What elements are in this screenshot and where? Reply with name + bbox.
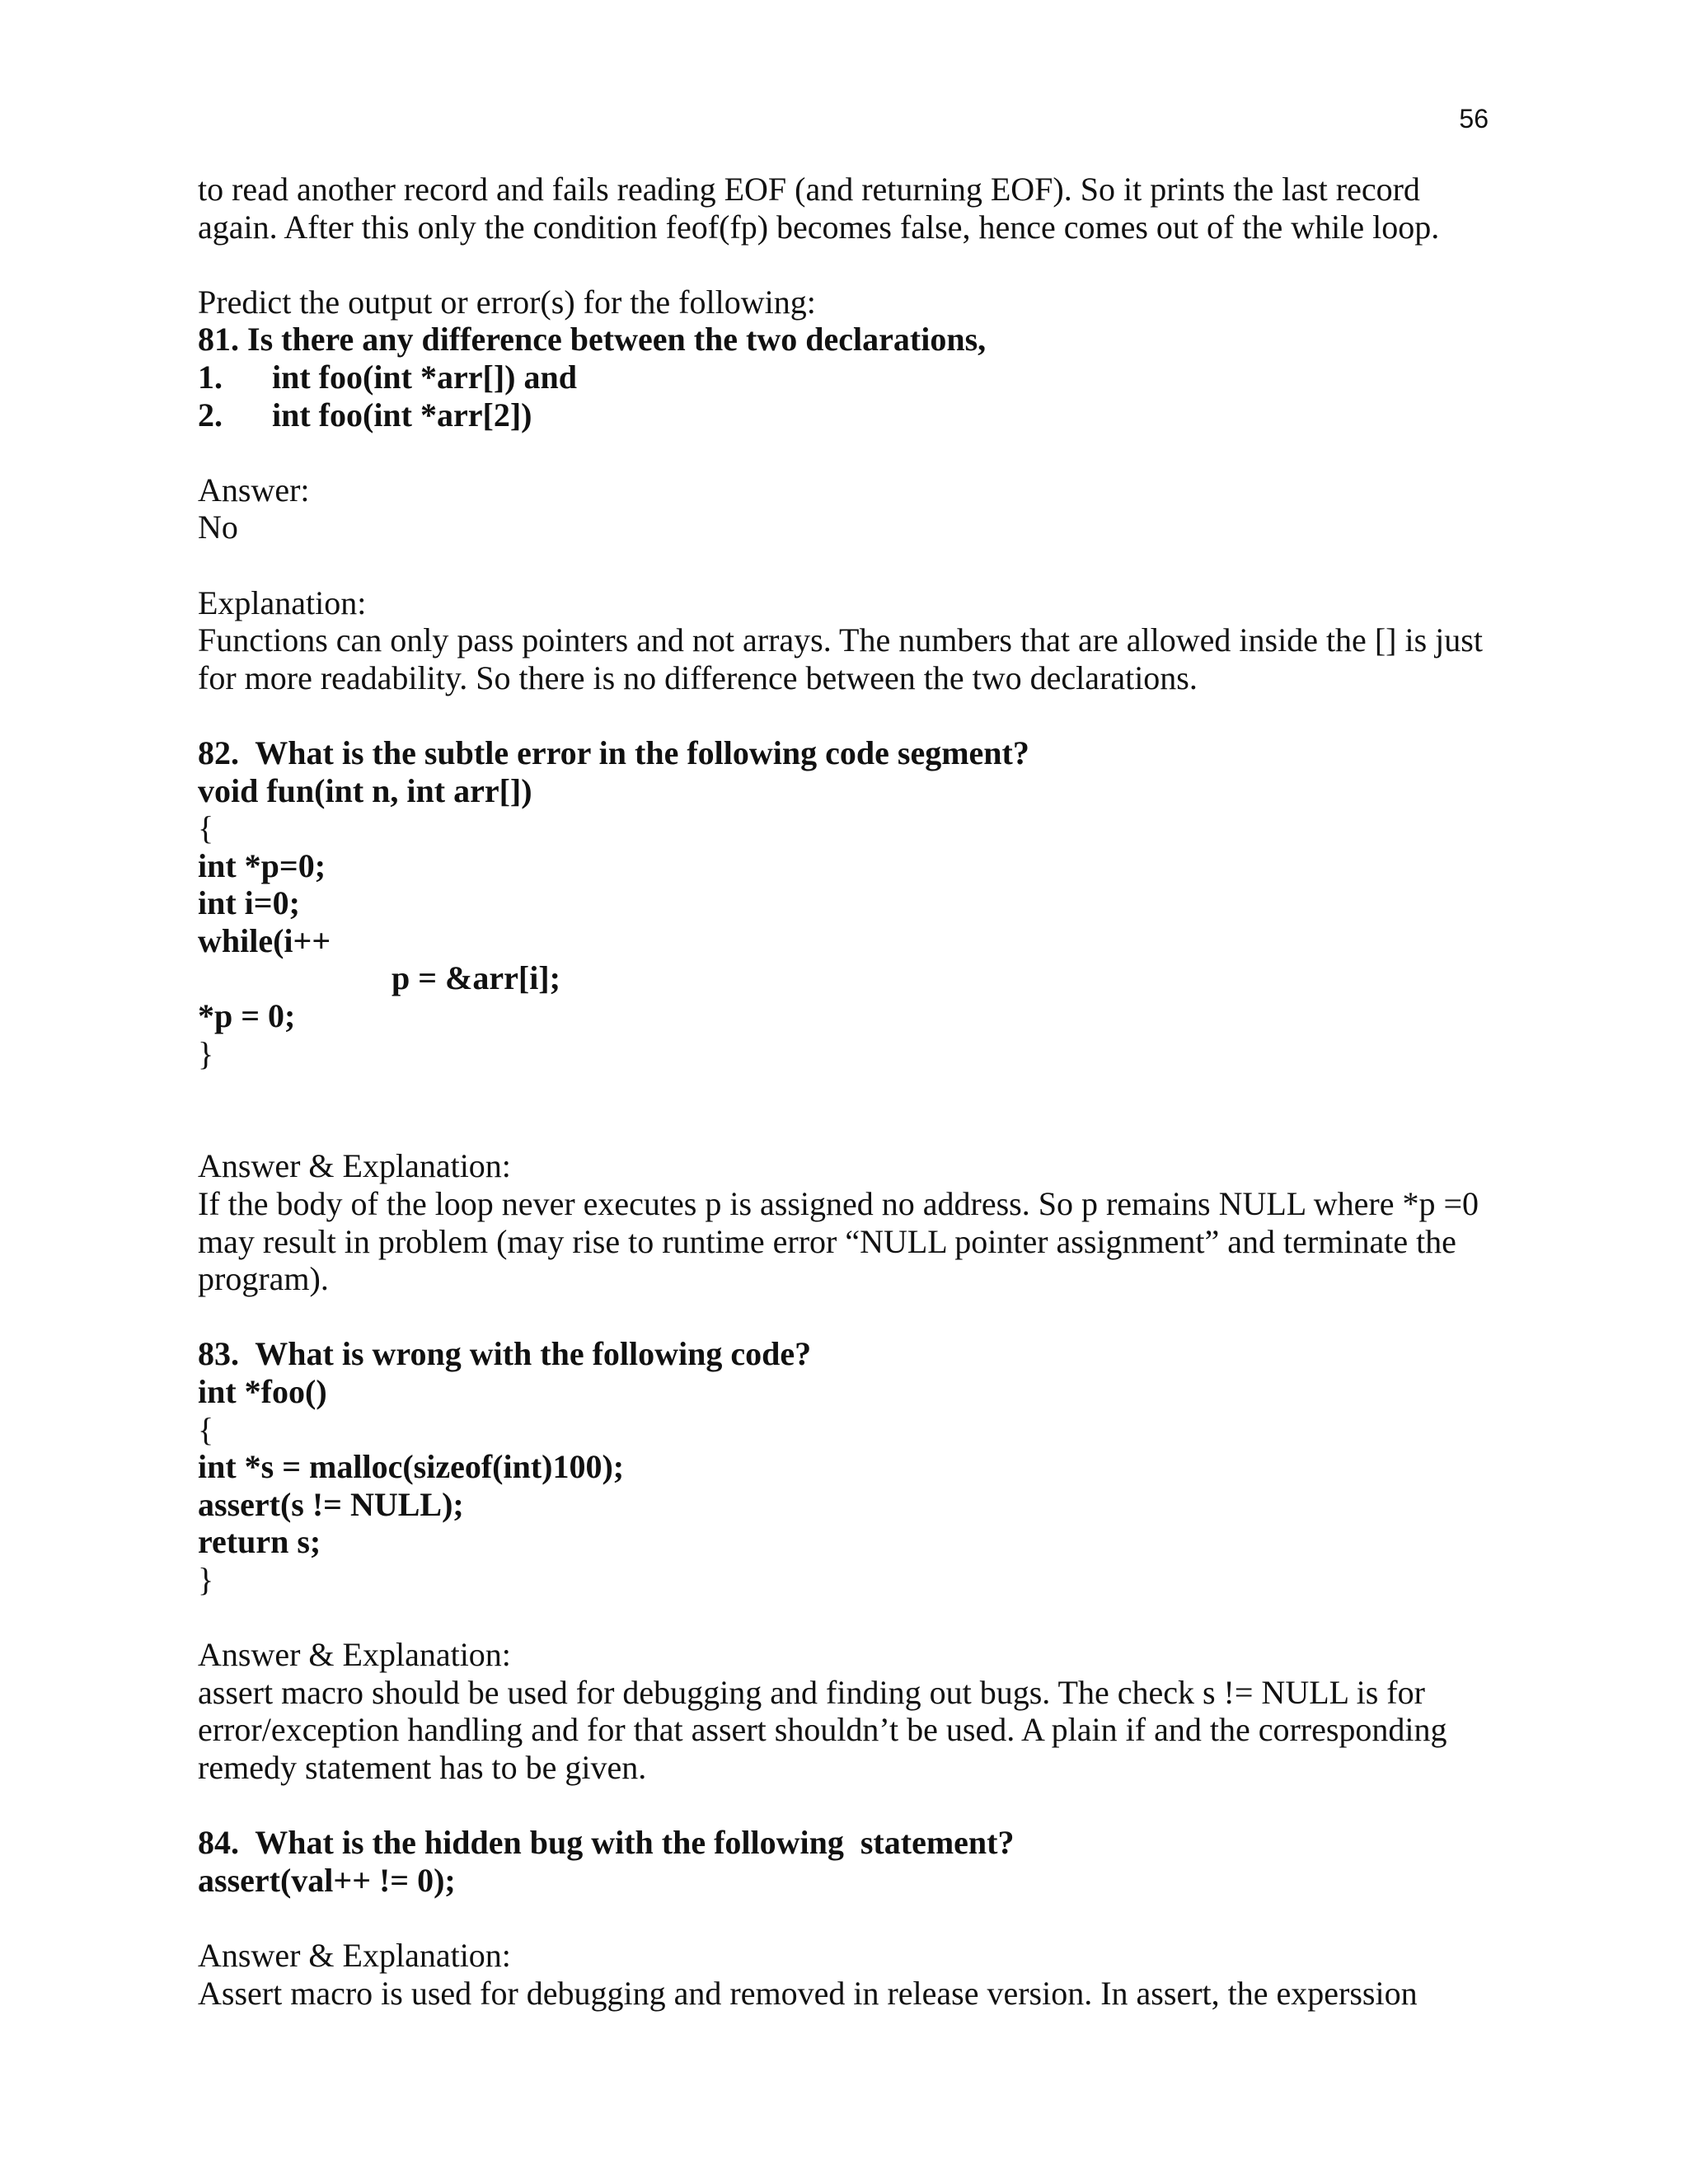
code-line: p = &arr[i]; (392, 959, 560, 997)
code-line: int *s = malloc(sizeof(int)100); (198, 1448, 625, 1486)
answer-line-1: assert macro should be used for debugging and finding out bugs. The check s != NULL is for (198, 1673, 1425, 1711)
answer-line-1: Assert macro is used for debugging and removed in release version. In assert, the experssion (198, 1974, 1418, 2012)
question-83-title: 83. What is wrong with the following code? (198, 1335, 812, 1373)
answer-line-3: remedy statement has to be given. (198, 1748, 647, 1786)
code-line: while(i++ (198, 921, 331, 959)
answer-line-2: may result in problem (may rise to runtime error “NULL pointer assignment” and terminate the (198, 1222, 1456, 1260)
item-text: int foo(int *arr[2]) (272, 396, 532, 434)
answer-label: Answer: (198, 471, 310, 509)
answer-label: Answer & Explanation: (198, 1936, 511, 1974)
code-line: void fun(int n, int arr[]) (198, 771, 532, 809)
answer-line-3: program). (198, 1260, 329, 1298)
document-body (198, 171, 1517, 2012)
item-text: int foo(int *arr[]) and (272, 358, 577, 396)
code-line: int *foo() (198, 1373, 327, 1410)
code-line: assert(val++ != 0); (198, 1861, 456, 1899)
item-number: 1. (198, 358, 223, 396)
answer-text: No (198, 509, 238, 546)
code-line: { (198, 1410, 214, 1448)
intro-line-1: to read another record and fails reading EOF (and returning EOF). So it prints the last record (198, 171, 1420, 208)
answer-line-2: error/exception handling and for that assert shouldn’t be used. A plain if and the corresponding (198, 1711, 1447, 1749)
predict-heading: Predict the output or error(s) for the following: (198, 283, 816, 321)
code-line: { (198, 809, 214, 847)
page-number: 56 (1459, 104, 1489, 134)
answer-label: Answer & Explanation: (198, 1147, 511, 1185)
code-line: return s; (198, 1523, 321, 1561)
code-line: *p = 0; (198, 997, 296, 1035)
question-82-title: 82. What is the subtle error in the following code segment? (198, 733, 1029, 771)
explanation-line-2: for more readability. So there is no difference between the two declarations. (198, 658, 1198, 696)
answer-line-1: If the body of the loop never executes p is assigned no address. So p remains NULL where *p =0 (198, 1185, 1479, 1223)
question-81-item-1 (198, 359, 1517, 396)
code-line: assert(s != NULL); (198, 1485, 464, 1523)
explanation-label: Explanation: (198, 583, 367, 621)
answer-label: Answer & Explanation: (198, 1636, 511, 1674)
code-line: int i=0; (198, 884, 300, 922)
item-number: 2. (198, 396, 223, 434)
code-line: int *p=0; (198, 846, 326, 884)
intro-line-2: again. After this only the condition feof(fp) becomes false, hence comes out of the while loop. (198, 208, 1440, 246)
question-81-item-2 (198, 396, 1517, 434)
code-line: } (198, 1034, 214, 1072)
question-81-title: 81. Is there any difference between the two declarations, (198, 321, 987, 359)
explanation-line-1: Functions can only pass pointers and not arrays. The numbers that are allowed inside the [] is just (198, 621, 1483, 659)
code-line: } (198, 1560, 214, 1598)
question-84-title: 84. What is the hidden bug with the following statement? (198, 1824, 1015, 1862)
